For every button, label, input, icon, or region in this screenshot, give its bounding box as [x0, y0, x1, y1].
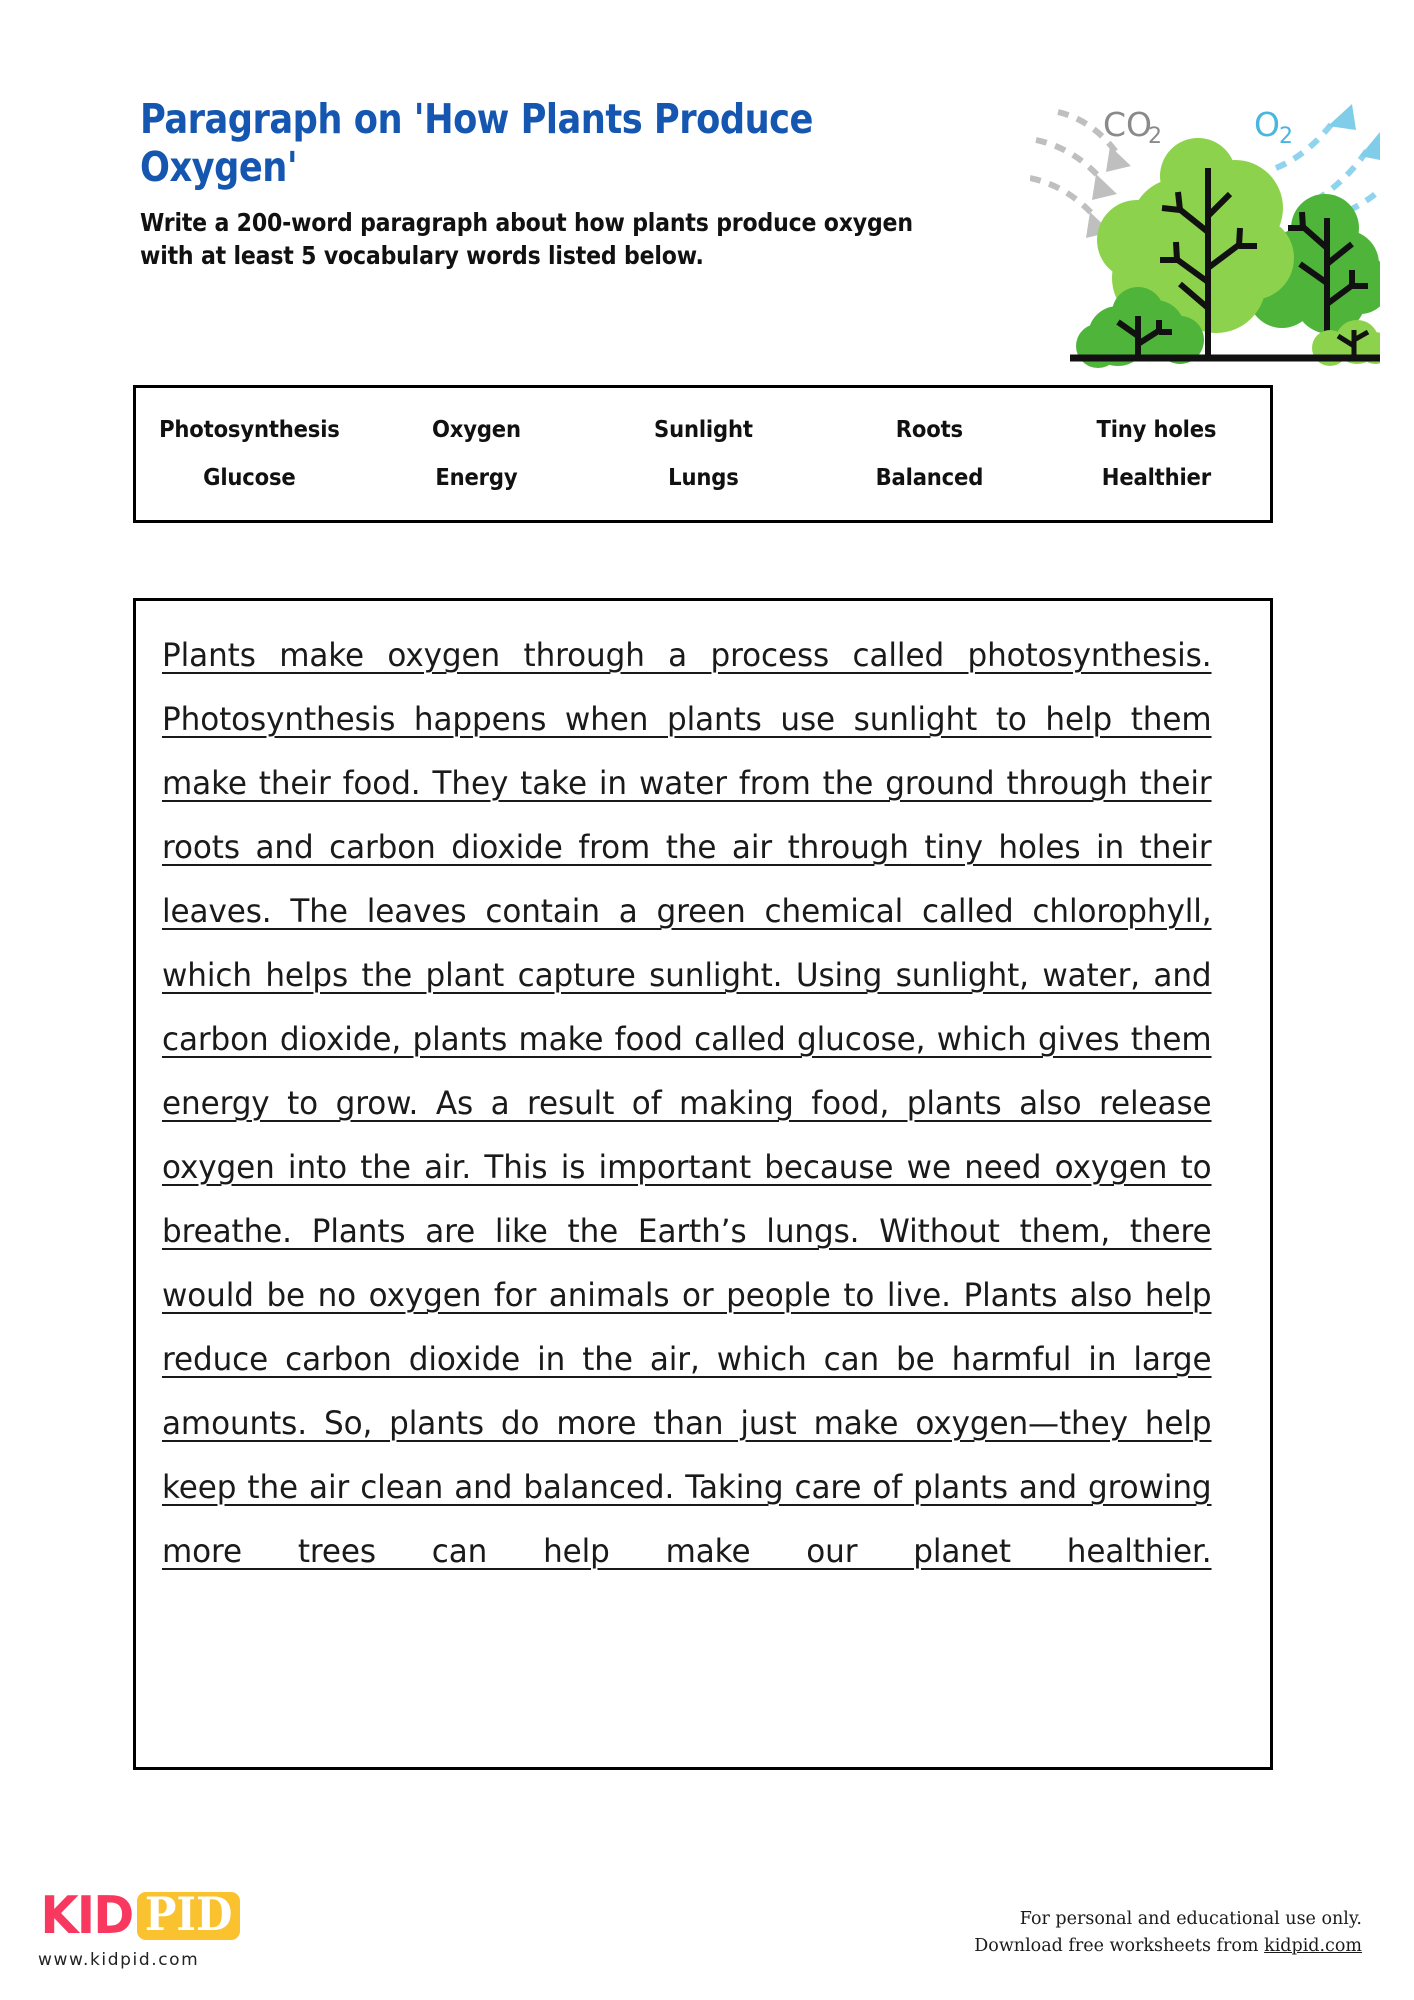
footer-note-line-1: For personal and educational use only. — [1019, 1909, 1362, 1929]
svg-text:2: 2 — [1148, 124, 1162, 149]
logo-kid-text: KID — [40, 1886, 133, 1946]
vocabulary-word: Healthier — [1101, 465, 1212, 491]
o2-label: O — [1254, 105, 1280, 144]
vocabulary-box — [133, 385, 1273, 523]
logo-mark — [38, 1888, 258, 1944]
kidpid-link[interactable]: kidpid.com — [1264, 1936, 1362, 1957]
vocabulary-row — [136, 465, 1270, 491]
answer-box[interactable] — [133, 598, 1273, 1770]
logo-pid-text: PID — [144, 1888, 233, 1941]
vocabulary-word: Energy — [435, 465, 518, 491]
vocabulary-word: Tiny holes — [1096, 417, 1217, 443]
vocabulary-word: Oxygen — [431, 417, 521, 443]
photosynthesis-illustration — [1030, 68, 1380, 368]
logo-url-text: www.kidpid.com — [38, 1950, 200, 1970]
o2-arrowhead-icon — [1328, 104, 1380, 160]
brand-logo — [38, 1888, 258, 1970]
page-title: Paragraph on 'How Plants Produce Oxygen' — [140, 95, 813, 191]
instruction-text: Write a 200-word paragraph about how plants produce oxygen with at least 5 vocabulary words listed below. — [140, 208, 913, 270]
footer-note-line-2 — [974, 1933, 1362, 1960]
footer-note-prefix: Download free worksheets from — [974, 1936, 1265, 1957]
footer-note — [974, 1906, 1362, 1960]
vocabulary-word: Balanced — [875, 465, 984, 491]
co2-label: CO — [1103, 105, 1153, 144]
vocabulary-word: Sunlight — [653, 417, 753, 443]
answer-paragraph: Plants make oxygen through a process called photosynthesis. Photosynthesis happens when plants use sunlight to help them make their food. They take in water from the ground through their roots and carbon dioxide from the air through tiny holes in their leaves. The leaves contain a green chemical called chlorophyll, which helps the plant capture sunlight. Using sunlight, water, and carbon dioxide, plants make food called glucose, which gives them energy to grow. As a result of making food, plants also release oxygen into the air. This is important because we need oxygen to breathe. Plants are like the Earth’s lungs. Without them, there would be no oxygen for animals or people to live. Plants also help reduce carbon dioxide in the air, which can be harmful in large amounts. So, plants do more than just make oxygen—they help keep the air clean and balanced. Taking care of plants and growing more trees can help make our planet healthier. — [162, 636, 1212, 1570]
vocabulary-word: Roots — [896, 417, 964, 443]
vocabulary-word: Photosynthesis — [159, 417, 340, 443]
logo-pid-badge — [137, 1888, 241, 1941]
vocabulary-row — [136, 417, 1270, 443]
vocabulary-word: Lungs — [667, 465, 739, 491]
svg-text:2: 2 — [1279, 124, 1293, 149]
header — [140, 96, 1040, 272]
vocabulary-word: Glucose — [203, 465, 296, 491]
